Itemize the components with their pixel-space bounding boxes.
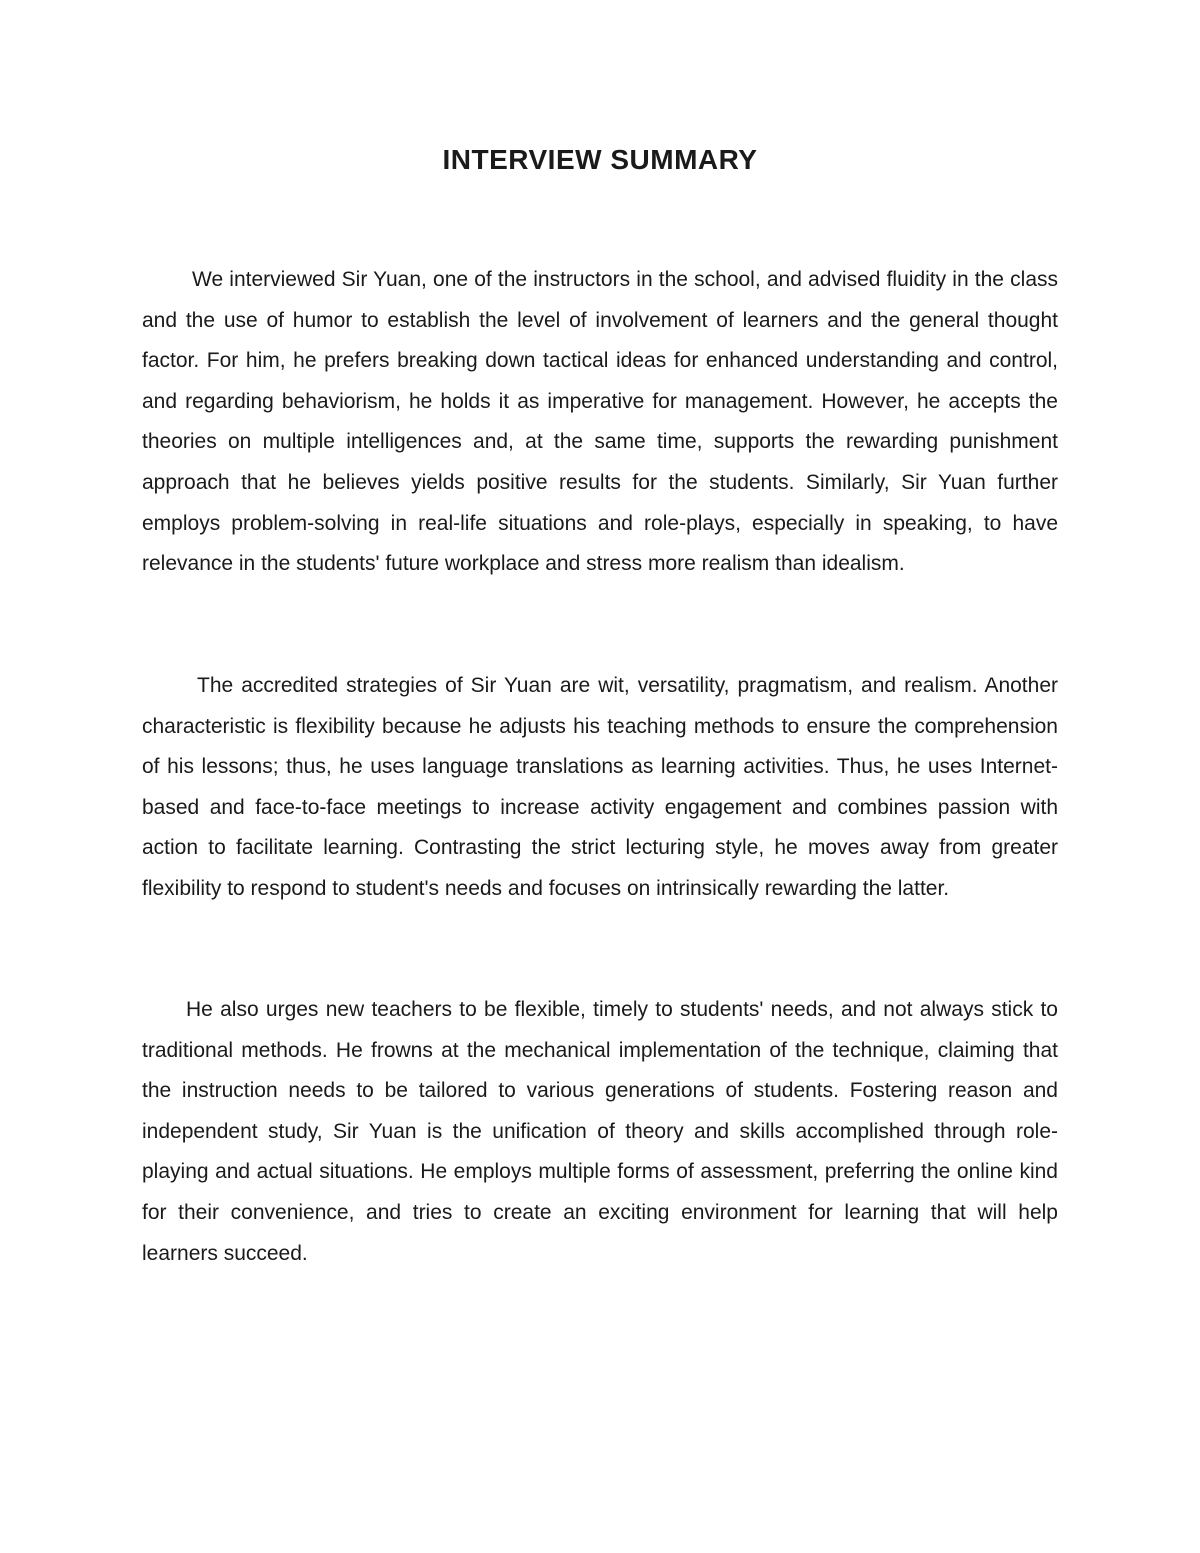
paragraph-1: We interviewed Sir Yuan, one of the instructors in the school, and advised fluidity in the class and the use of humor to establish the level of involvement of learners and the general thought factor. For him, he prefers breaking down tactical ideas for enhanced understanding and control, and regarding behaviorism, he holds it as imperative for management. However, he accepts the theories on multiple intelligences and, at the same time, supports the rewarding punishment approach that he believes yields positive results for the students. Similarly, Sir Yuan further employs problem-solving in real-life situations and role-plays, especially in speaking, to have relevance in the students' future workplace and stress more realism than idealism. <box>142 268 1058 576</box>
paragraph-2: The accredited strategies of Sir Yuan are wit, versatility, pragmatism, and realism. Another characteristic is flexibility because he adjusts his teaching methods to ensure the comprehension of his lessons; thus, he uses language translations as learning activities. Thus, he uses Internet-based and face-to-face meetings to increase activity engagement and combines passion with action to facilitate learning. Contrasting the strict lecturing style, he moves away from greater flexibility to respond to student's needs and focuses on intrinsically rewarding the latter. <box>142 674 1058 900</box>
document-title: INTERVIEW SUMMARY <box>442 144 758 175</box>
paragraph-3: He also urges new teachers to be flexible, timely to students' needs, and not always stick to traditional methods. He frowns at the mechanical implementation of the technique, claiming that the instruction needs to be tailored to various generations of students. Fostering reason and independent study, Sir Yuan is the unification of theory and skills accomplished through role-playing and actual situations. He employs multiple forms of assessment, preferring the online kind for their convenience, and tries to create an exciting environment for learning that will help learners succeed. <box>142 998 1058 1265</box>
